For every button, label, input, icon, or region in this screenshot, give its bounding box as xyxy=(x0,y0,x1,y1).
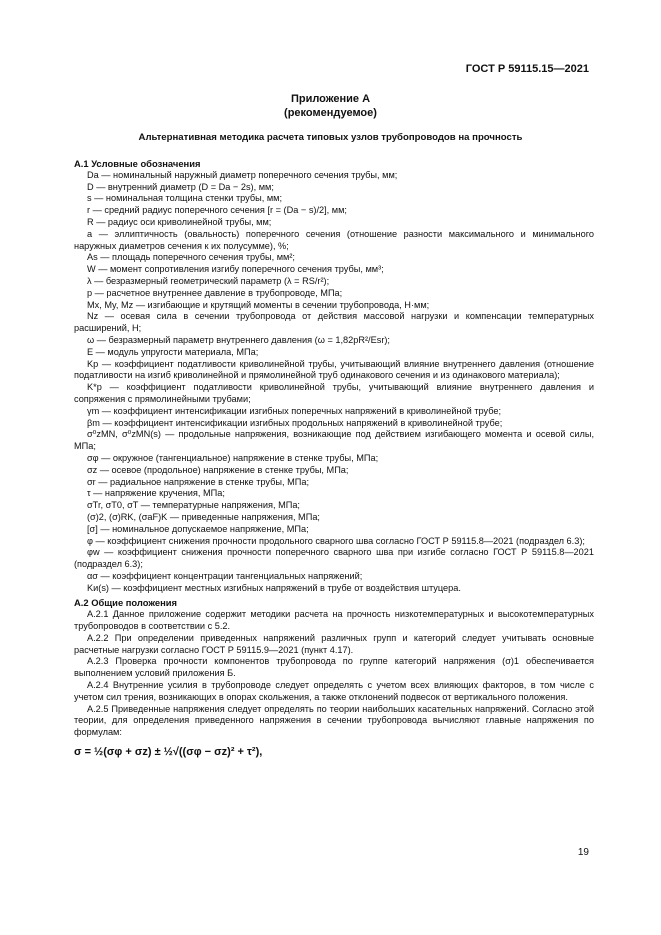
symbol-item: σr — радиальное напряжение в стенке трубы, МПа; xyxy=(87,476,310,487)
symbol-item: W — момент сопротивления изгибу поперечного сечения трубы, мм³; xyxy=(87,264,384,275)
symbol-item: σ⁰zMN, σ⁰zMN(s) — продольные напряжения, возникающие под действием изгибающего момента и осевой силы, МПа; xyxy=(74,429,594,452)
symbol-item: a — эллиптичность (овальность) поперечного сечения (отношение разности максимального и минимального наружных диаметров сечения к их полусумме), %; xyxy=(74,228,594,251)
annex-content xyxy=(74,155,594,759)
symbol-item: Nz — осевая сила в сечении трубопровода от действия массовой нагрузки и компенсации температурных расширений, Н; xyxy=(74,311,594,334)
symbol-item: Kи(s) — коэффициент местных изгибных напряжений в трубе от воздействия штуцера. xyxy=(87,582,461,593)
paragraph: А.2.2 При определении приведенных напряжений различных групп и категорий следует учитывать основные расчетные нагрузки согласно ГОСТ Р 59115.9—2021 (пункт 4.17). xyxy=(74,632,594,655)
symbol-item: ω — безразмерный параметр внутреннего давления (ω = 1,82pR²/Esr); xyxy=(87,334,390,345)
symbol-item: Mx, My, Mz — изгибающие и крутящий моменты в сечении трубопровода, Н·мм; xyxy=(87,299,430,310)
symbol-item: Dа — номинальный наружный диаметр поперечного сечения трубы, мм; xyxy=(87,169,398,180)
symbol-item: p — расчетное внутреннее давление в трубопроводе, МПа; xyxy=(87,287,343,298)
symbol-item: φw — коэффициент снижения прочности поперечного сварного шва при изгибе согласно ГОСТ Р 59115.8—2021 (подраздел 6.3); xyxy=(74,547,594,570)
paragraph: А.2.5 Приведенные напряжения следует определять по теории наибольших касательных напряжений. Согласно этой теории, для определения приведенного напряжения в сечении трубопровода вычисляют главные напряжения по формулам: xyxy=(74,703,594,738)
symbol-item: σz — осевое (продольное) напряжение в стенке трубы, МПа; xyxy=(87,464,349,475)
standard-designation: ГОСТ Р 59115.15—2021 xyxy=(465,63,589,75)
annex-title-block xyxy=(0,92,661,120)
symbol-item: ασ — коэффициент концентрации тангенциальных напряжений; xyxy=(87,570,363,581)
symbol-item: s — номинальная толщина стенки трубы, мм; xyxy=(87,193,283,204)
paragraph: А.2.1 Данное приложение содержит методики расчета на прочность низкотемпературных и высокотемпературных трубопроводов в соответствии с 5.2. xyxy=(74,609,594,632)
symbol-item: φ — коэффициент снижения прочности продольного сварного шва согласно ГОСТ Р 59115.8—2021 (подраздел 6.3); xyxy=(87,535,585,546)
annex-subtitle: (рекомендуемое) xyxy=(284,107,377,119)
symbol-item: τ — напряжение кручения, МПа; xyxy=(87,488,225,499)
annex-title: Приложение А xyxy=(290,93,371,105)
symbol-item: γm — коэффициент интенсификации изгибных поперечных напряжений в криволинейной трубе; xyxy=(87,405,502,416)
symbol-item: r — средний радиус поперечного сечения [r = (Dа − s)/2], мм; xyxy=(87,205,347,216)
page-number: 19 xyxy=(577,847,589,858)
symbol-item: σφ — окружное (тангенциальное) напряжение в стенке трубы, МПа; xyxy=(87,452,379,463)
symbol-item: E — модуль упругости материала, МПа; xyxy=(87,346,259,357)
symbol-item: R — радиус оси криволинейной трубы, мм; xyxy=(87,216,272,227)
symbol-item: σTr, σT0, σT — температурные напряжения, МПа; xyxy=(87,500,300,511)
section-a1-title: А.1 Условные обозначения xyxy=(74,158,201,169)
paragraph: А.2.3 Проверка прочности компонентов трубопровода по группе категорий напряжения (σ)1 обеспечивается выполнением условий приложения Б. xyxy=(74,656,594,679)
principal-stress-formula: σ = ½(σφ + σz) ± ½√((σφ − σz)² + τ²), xyxy=(74,746,263,759)
symbol-item: βm — коэффициент интенсификации изгибных продольных напряжений в криволинейной трубе; xyxy=(87,417,503,428)
symbol-item: λ — безразмерный геометрический параметр (λ = RS/r²); xyxy=(87,275,330,286)
symbol-item: Аs — площадь поперечного сечения трубы, мм²; xyxy=(87,252,295,263)
symbol-item: (σ)2, (σ)RK, (σaF)K — приведенные напряжения, МПа; xyxy=(87,511,320,522)
symbol-item: K*р — коэффициент податливости криволинейной трубы, учитывающий влияние внутреннего давления и сопряжения с прямолинейными трубами; xyxy=(74,382,594,404)
section-a2-title: А.2 Общие положения xyxy=(74,597,177,609)
paragraph: А.2.4 Внутренние усилия в трубопроводе следует определять с учетом всех влияющих факторов, в том числе с учетом сил трения, возникающих в опорах скольжения, а также отклонений подвесок от вертикального положения. xyxy=(74,680,594,702)
annex-heading: Альтернативная методика расчета типовых узлов трубопроводов на прочность xyxy=(138,132,523,143)
symbol-item: Kр — коэффициент податливости криволинейной трубы, учитывающий влияние внутреннего давления (отношение податливости на изгиб криволинейной и прямолинейной труб одинакового сечения и из одинакового материала); xyxy=(74,358,594,381)
symbol-item: D — внутренний диаметр (D = Dа − 2s), мм; xyxy=(87,181,274,192)
symbol-item: [σ] — номинальное допускаемое напряжение, МПа; xyxy=(87,523,309,534)
